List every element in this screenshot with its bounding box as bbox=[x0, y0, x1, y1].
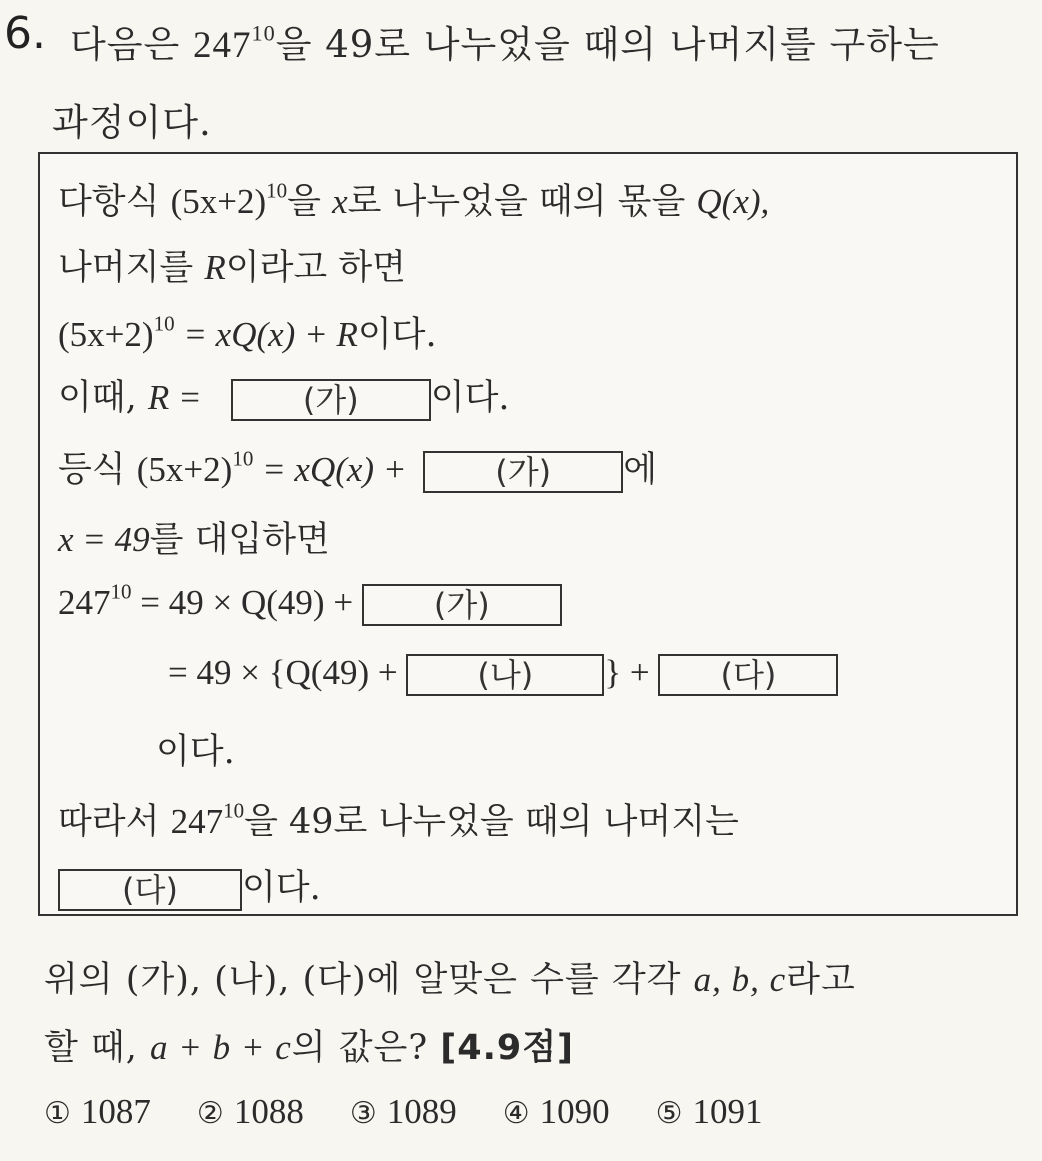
base: 247 bbox=[58, 583, 111, 622]
choice-4[interactable] bbox=[503, 1092, 610, 1132]
score-label: [4.9점] bbox=[440, 1028, 575, 1068]
exponent: 10 bbox=[153, 311, 175, 336]
variable: R bbox=[204, 248, 226, 287]
text: 로 나누었을 때의 몫을 bbox=[347, 182, 697, 222]
choice-marker: ⑤ bbox=[655, 1096, 683, 1131]
quotient-expression: Q(x), bbox=[696, 182, 770, 221]
expression: x = 49 bbox=[58, 520, 150, 559]
box-line-11 bbox=[58, 860, 321, 911]
text: 이라고 하면 bbox=[225, 248, 406, 288]
box-line-2 bbox=[58, 240, 406, 290]
expression: (5x+2) bbox=[58, 315, 154, 354]
question-number: 6. bbox=[4, 8, 46, 59]
text: 이다. bbox=[357, 315, 437, 355]
text: 에 bbox=[623, 450, 658, 490]
blank-ga: (가) bbox=[231, 379, 431, 421]
text: 을 49로 나누었을 때의 나머지는 bbox=[244, 802, 739, 842]
box-line-5 bbox=[58, 442, 657, 493]
text: 의 값은? bbox=[291, 1028, 441, 1068]
expression-rhs: = xQ(x) + R bbox=[174, 315, 358, 354]
stem-text-post: 을 49로 나누었을 때의 나머지를 구하는 bbox=[275, 23, 940, 66]
choice-value: 1090 bbox=[539, 1092, 610, 1131]
choice-1[interactable] bbox=[44, 1092, 151, 1132]
question-stem-line1 bbox=[70, 14, 940, 68]
variable: R = bbox=[147, 378, 202, 417]
prompt-line2 bbox=[44, 1020, 574, 1070]
choice-value: 1089 bbox=[386, 1092, 457, 1131]
text: 이때, bbox=[58, 378, 148, 418]
exponent: 10 bbox=[223, 798, 245, 823]
stem-text: 다음은 bbox=[70, 23, 193, 66]
expression: (5x+2) bbox=[136, 450, 233, 489]
choice-marker: ② bbox=[196, 1096, 224, 1131]
blank-na: (나) bbox=[406, 654, 604, 696]
choice-value: 1087 bbox=[80, 1092, 151, 1131]
expression: a + b + c bbox=[150, 1028, 292, 1067]
text: 를 대입하면 bbox=[149, 520, 330, 560]
choice-2[interactable] bbox=[197, 1092, 304, 1132]
choice-marker: ④ bbox=[502, 1096, 530, 1131]
text: 등식 bbox=[58, 450, 137, 490]
blank-ga: (가) bbox=[423, 451, 623, 493]
text: 나머지를 bbox=[58, 248, 205, 288]
box-line-1 bbox=[58, 174, 769, 224]
prompt-line1 bbox=[44, 952, 856, 1002]
box-line-8 bbox=[168, 653, 838, 696]
blank-ga: (가) bbox=[362, 584, 562, 626]
choice-value: 1091 bbox=[692, 1092, 763, 1131]
choice-marker: ③ bbox=[349, 1096, 377, 1131]
expression: = 49 × {Q(49) + bbox=[168, 653, 407, 692]
blank-da: (다) bbox=[58, 869, 242, 911]
choice-5[interactable] bbox=[656, 1092, 763, 1132]
question-stem-line2: 과정이다. bbox=[52, 101, 212, 144]
text: 위의 (가), (나), (다)에 알맞은 수를 각각 bbox=[44, 960, 694, 1000]
base: 247 bbox=[170, 802, 224, 841]
exponent: 10 bbox=[266, 178, 288, 203]
text: 라고 bbox=[786, 960, 856, 1000]
exponent: 10 bbox=[232, 446, 254, 471]
exponent: 10 bbox=[110, 579, 132, 604]
expression: } + bbox=[604, 653, 659, 692]
box-line-3 bbox=[58, 307, 437, 357]
text: 이다. bbox=[430, 378, 510, 418]
choice-marker: ① bbox=[44, 1096, 71, 1131]
blank-da: (다) bbox=[658, 654, 838, 696]
variable: x bbox=[332, 182, 348, 221]
choice-value: 1088 bbox=[233, 1092, 304, 1131]
text: 을 bbox=[287, 182, 333, 222]
box-line-7 bbox=[58, 579, 562, 626]
variables: a, b, c bbox=[693, 960, 787, 999]
text: 다항식 bbox=[58, 182, 171, 222]
answer-choices bbox=[44, 1092, 763, 1132]
text: 따라서 bbox=[58, 802, 171, 842]
expression-rhs: = 49 × Q(49) + bbox=[131, 583, 362, 622]
stem-base: 247 bbox=[193, 25, 252, 66]
stem-exponent: 10 bbox=[251, 20, 276, 46]
text: 이다. bbox=[242, 868, 321, 908]
box-line-6 bbox=[58, 512, 330, 562]
box-line-10 bbox=[58, 794, 739, 844]
expression-rhs: = xQ(x) + bbox=[253, 450, 416, 489]
choice-3[interactable] bbox=[350, 1092, 457, 1132]
expression: (5x+2) bbox=[170, 182, 267, 221]
text: 할 때, bbox=[44, 1028, 150, 1068]
box-line-4 bbox=[58, 370, 510, 421]
box-line-9: 이다. bbox=[156, 732, 235, 772]
